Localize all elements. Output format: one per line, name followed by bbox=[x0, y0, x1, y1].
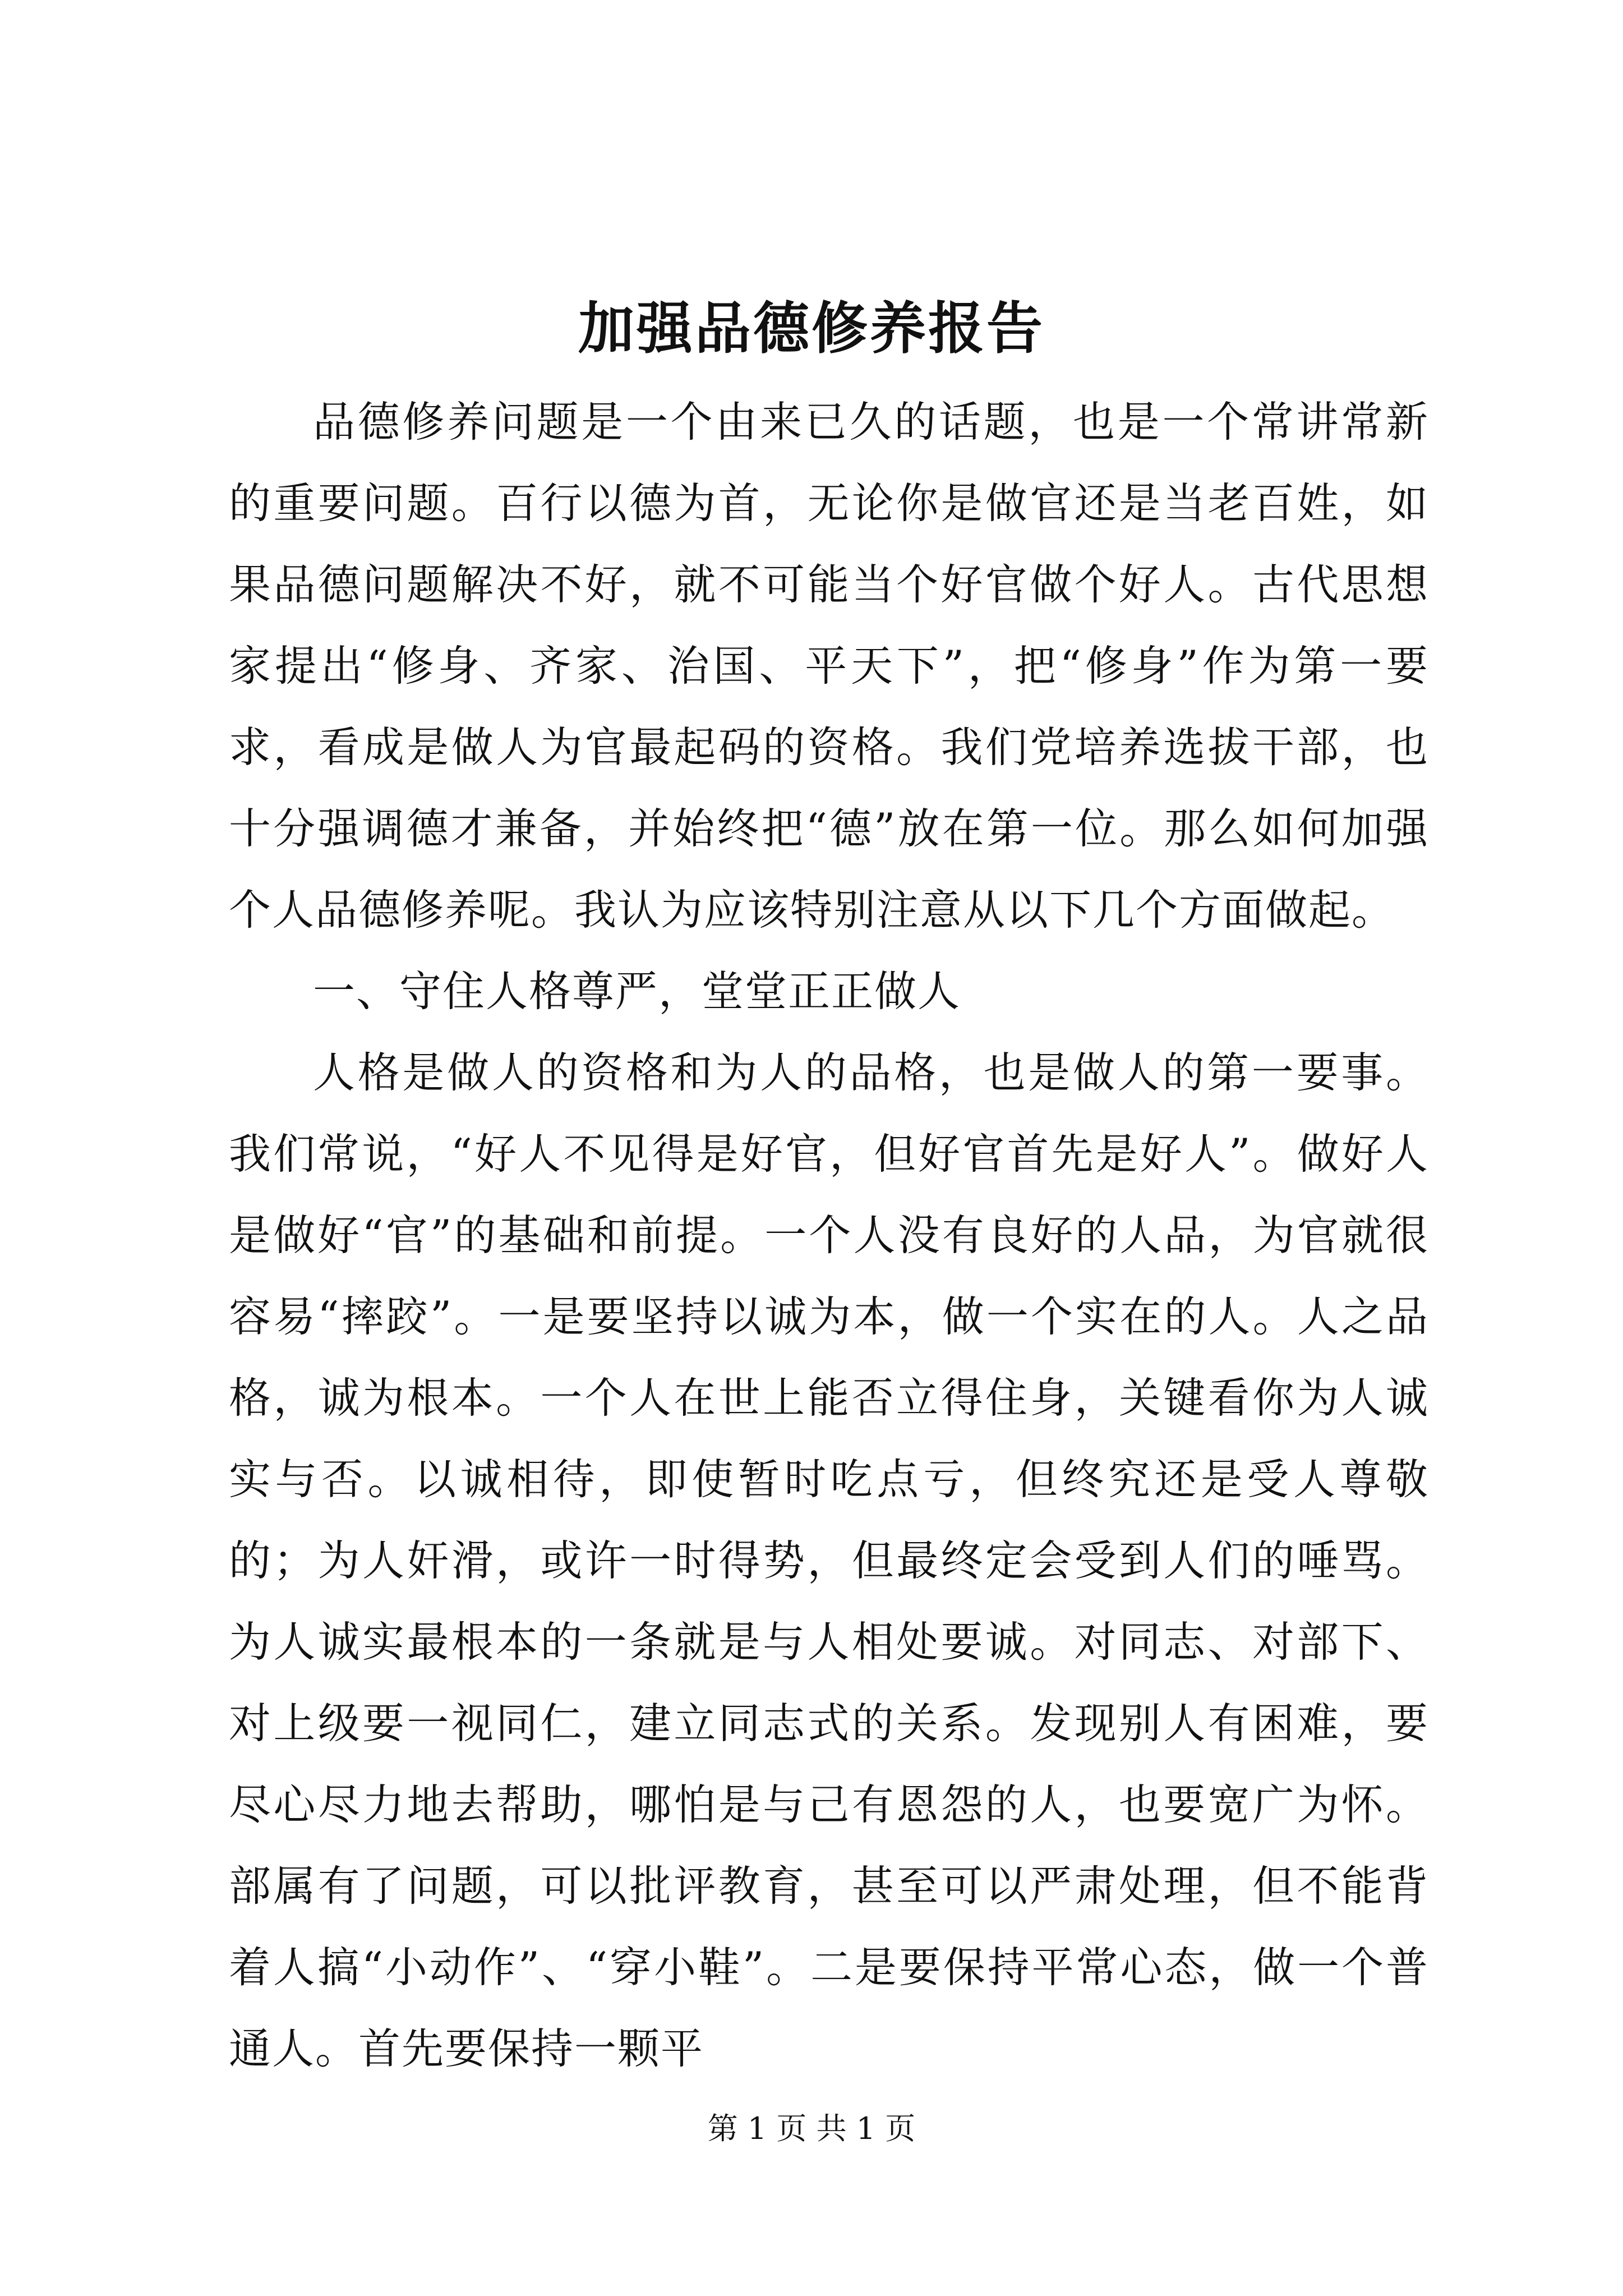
paragraph-intro: 品德修养问题是一个由来已久的话题，也是一个常讲常新的重要问题。百行以德为首，无论你是做官还是当老百姓，如果品德问题解决不好，就不可能当个好官做个好人。古代思想家提出“修身、齐家、治国、平天下”，把“修身”作为第一要求，看成是做人为官最起码的资格。我们党培养选拔干部，也十分强调德才兼备，并始终把“德”放在第一位。那么如何加强个人品德修养呢。我认为应该特别注意从以下几个方面做起。 bbox=[229, 397, 1429, 935]
page-footer: 第 1 页 共 1 页 bbox=[707, 2111, 916, 2146]
document-title: 加强品德修养报告 bbox=[578, 295, 1045, 361]
document-body bbox=[229, 381, 1429, 2090]
paragraph-section-1: 人格是做人的资格和为人的品格，也是做人的第一要事。我们常说，“好人不见得是好官，但好官首先是好人”。做好人是做好“官”的基础和前提。一个人没有良好的人品，为官就很容易“摔跤”。一是要坚持以诚为本，做一个实在的人。人之品格，诚为根本。一个人在世上能否立得住身，关键看你为人诚实与否。以诚相待，即使暂时吃点亏，但终究还是受人尊敬的；为人奸滑，或许一时得势，但最终定会受到人们的唾骂。为人诚实最根本的一条就是与人相处要诚。对同志、对部下、对上级要一视同仁，建立同志式的关系。发现别人有困难，要尽心尽力地去帮助，哪怕是与己有恩怨的人，也要宽广为怀。部属有了问题，可以批评教育，甚至可以严肃处理，但不能背着人搞“小动作”、“穿小鞋”。二是要保持平常心态，做一个普通人。首先要保持一颗平 bbox=[229, 1048, 1429, 2073]
section-heading-1: 一、守住人格尊严，堂堂正正做人 bbox=[313, 967, 961, 1016]
